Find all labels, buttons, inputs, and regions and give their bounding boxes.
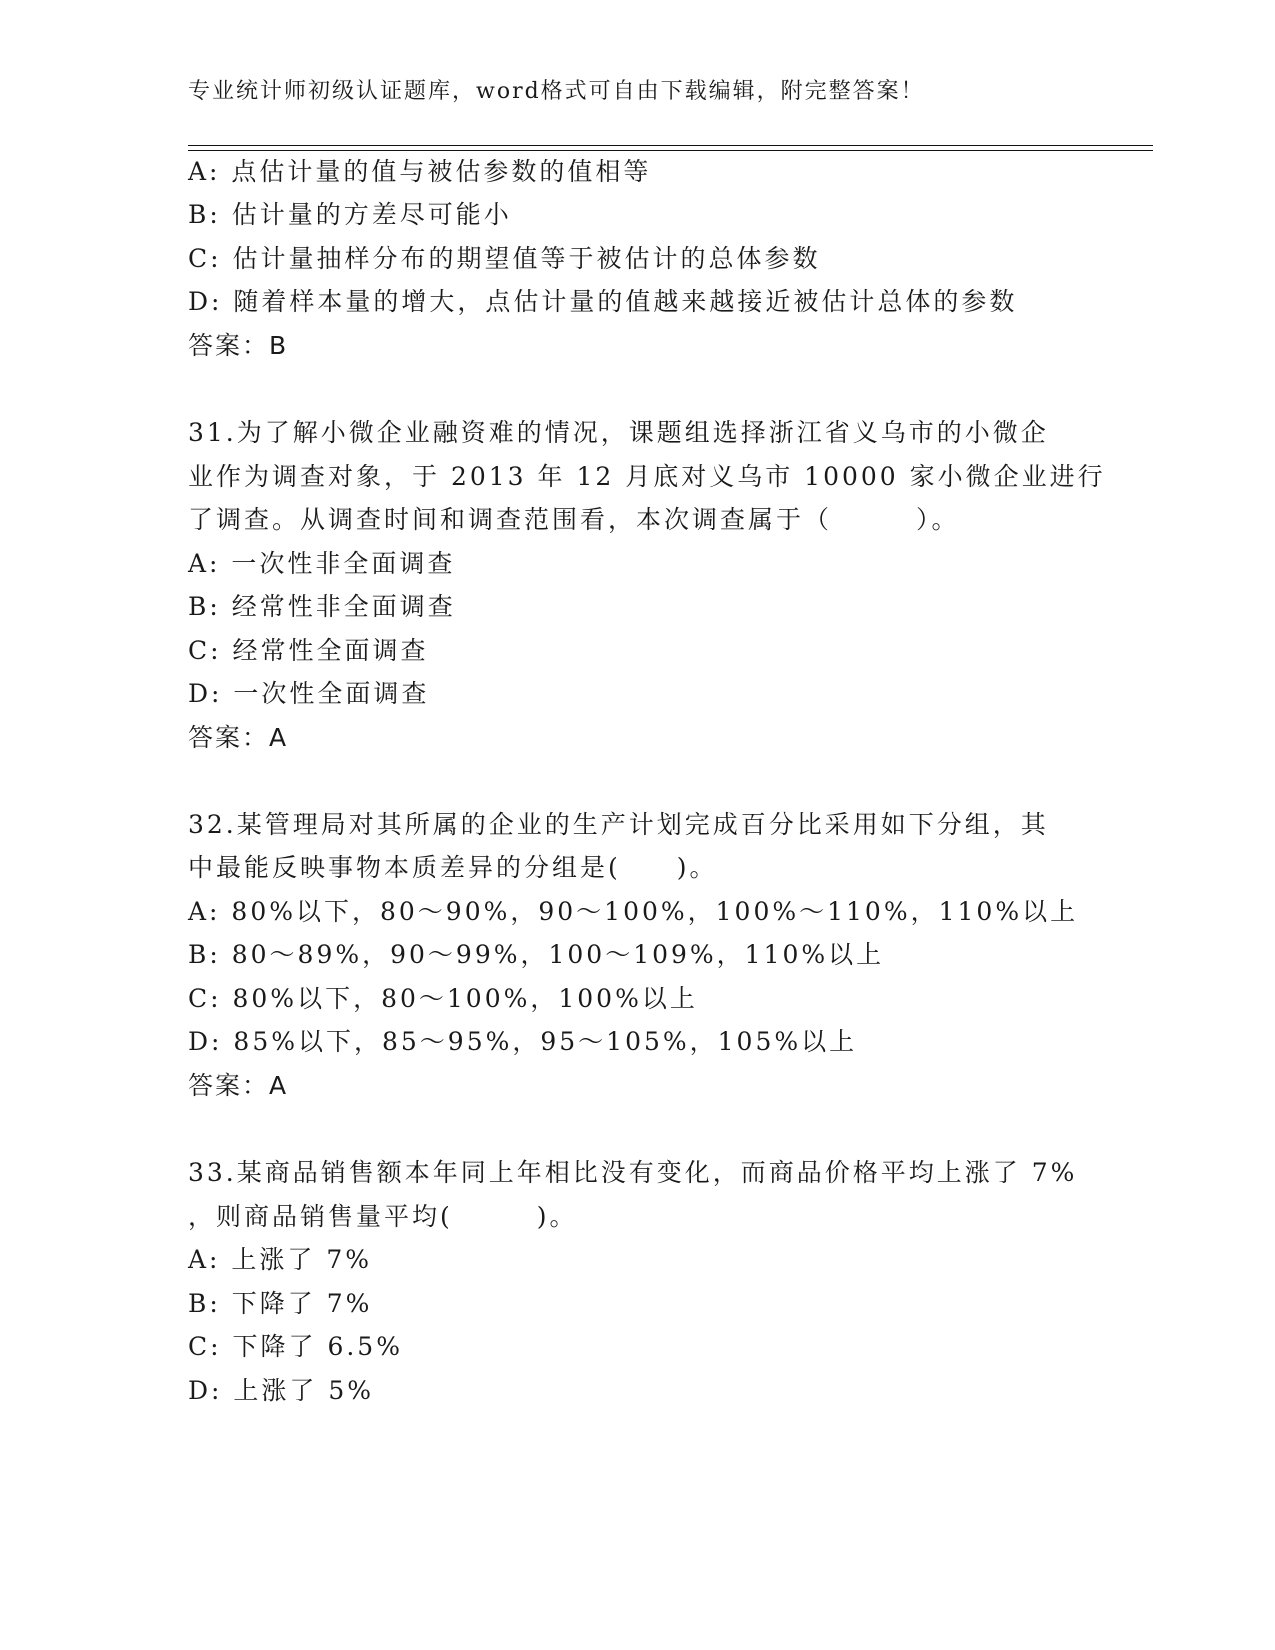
q31-stem-line-1: 31.为了解小微企业融资难的情况，课题组选择浙江省义乌市的小微企: [188, 418, 1049, 447]
q33-stem-line-1: 33.某商品销售额本年同上年相比没有变化，而商品价格平均上涨了 7%: [188, 1158, 1078, 1187]
q33-option-c: C: 下降了 6.5%: [188, 1332, 403, 1361]
q33-option-a: A: 上涨了 7%: [188, 1245, 373, 1274]
q30-option-c: C: 估计量抽样分布的期望值等于被估计的总体参数: [188, 244, 821, 273]
q32-stem-line-2: 中最能反映事物本质差异的分组是( )。: [188, 853, 718, 882]
q32-stem-line-1: 32.某管理局对其所属的企业的生产计划完成百分比采用如下分组，其: [188, 810, 1049, 839]
q31-answer: 答案：A: [188, 723, 289, 752]
header-rule-bottom: [188, 150, 1153, 151]
q31-stem-line-3: 了调查。从调查时间和调查范围看，本次调查属于（ ）。: [188, 505, 960, 534]
q31-option-b: B: 经常性非全面调查: [188, 592, 456, 621]
header-rule-top: [188, 145, 1153, 146]
q32-option-b: B: 80～89%，90～99%，100～109%，110%以上: [188, 940, 885, 969]
q31-stem-line-2: 业作为调查对象，于 2013 年 12 月底对义乌市 10000 家小微企业进行: [188, 462, 1106, 491]
q33-option-d: D: 上涨了 5%: [188, 1376, 375, 1405]
q33-option-b: B: 下降了 7%: [188, 1289, 373, 1318]
q32-option-a: A: 80%以下，80～90%，90～100%，100%～110%，110%以上: [188, 897, 1079, 926]
q31-option-c: C: 经常性全面调查: [188, 636, 429, 665]
q33-stem-line-2: ，则商品销售量平均( )。: [188, 1202, 578, 1231]
q30-option-a: A: 点估计量的值与被估参数的值相等: [188, 157, 652, 186]
q32-answer: 答案：A: [188, 1071, 289, 1100]
q32-option-c: C: 80%以下，80～100%，100%以上: [188, 984, 698, 1013]
page-header: 专业统计师初级认证题库，word格式可自由下载编辑，附完整答案！: [188, 79, 925, 104]
q32-option-d: D: 85%以下，85～95%，95～105%，105%以上: [188, 1027, 858, 1056]
q30-option-d: D: 随着样本量的增大，点估计量的值越来越接近被估计总体的参数: [188, 287, 1018, 316]
q30-answer: 答案：B: [188, 331, 289, 360]
q30-option-b: B: 估计量的方差尽可能小: [188, 200, 512, 229]
q31-option-d: D: 一次性全面调查: [188, 679, 430, 708]
q31-option-a: A: 一次性非全面调查: [188, 549, 456, 578]
